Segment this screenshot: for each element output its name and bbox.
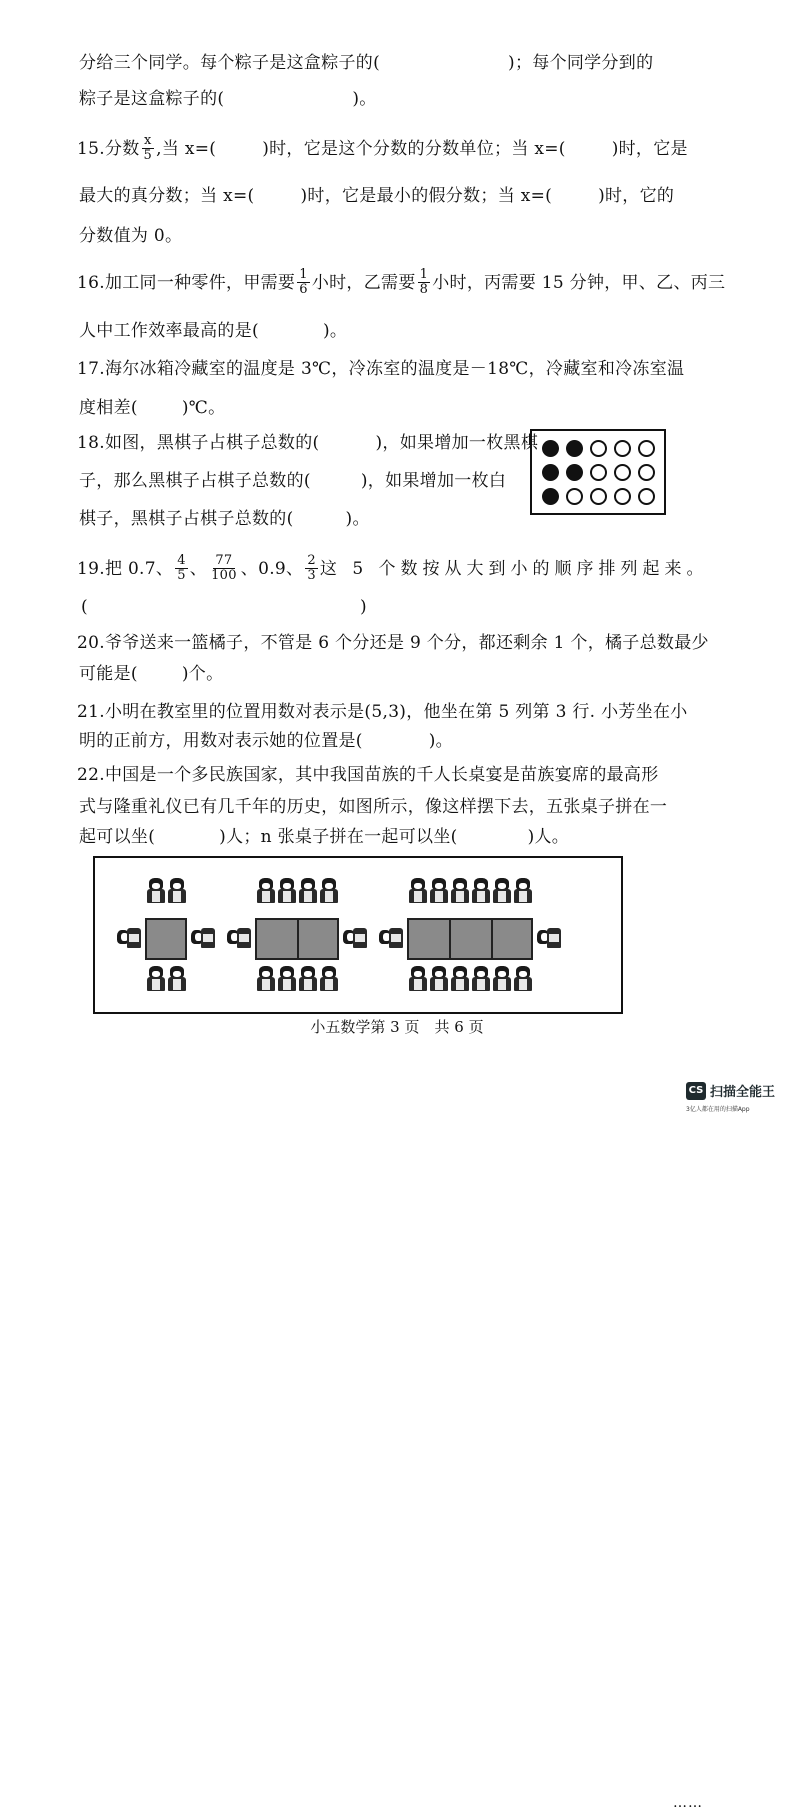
- table-joint: [491, 920, 493, 958]
- diner-figure: [318, 966, 340, 992]
- diner-figure: [537, 926, 559, 952]
- q17-text: 度相差(: [79, 398, 138, 418]
- q19-text: 、: [189, 559, 208, 579]
- banquet-table: [145, 918, 187, 960]
- q19-text: 把 0.7、: [104, 559, 174, 579]
- camscanner-tagline: 3亿人都在用的扫描App: [686, 1106, 750, 1113]
- diner-figure: [191, 926, 213, 952]
- question-number: 17.: [77, 359, 105, 379]
- fraction-numerator: 1: [299, 267, 308, 282]
- fraction-77-100: [209, 554, 239, 583]
- q18-text: 棋子，黑棋子占棋子总数的(: [79, 509, 294, 529]
- diner-figure: [491, 878, 513, 904]
- diner-figure: [276, 966, 298, 992]
- q16-line1: [77, 268, 725, 298]
- q19-line2: [81, 597, 367, 617]
- black-stone: [566, 440, 583, 457]
- banquet-table: [255, 918, 339, 960]
- q19-text: 这 5 个数按从大到小的顺序排列起来。: [319, 559, 709, 579]
- fraction-denominator: 6: [299, 282, 308, 297]
- q16-text: 小时，丙需要 15 分钟，甲、乙、丙三: [432, 273, 726, 293]
- diner-figure: [491, 966, 513, 992]
- diner-figure: [428, 878, 450, 904]
- q20-text: 可能是(: [79, 664, 138, 684]
- q22-line3: [79, 822, 569, 847]
- fraction-numerator: x: [144, 133, 152, 148]
- white-stone: [590, 440, 607, 457]
- q18-text: )，如果增加一枚白: [360, 471, 507, 491]
- white-stone: [614, 440, 631, 457]
- diner-figure: [297, 966, 319, 992]
- q22-line2: [79, 792, 667, 817]
- q14-text: 粽子是这盒粽子的(: [79, 89, 225, 109]
- fraction-denominator: 3: [307, 568, 316, 583]
- question-number: 16.: [77, 273, 105, 293]
- q15-text: )时，它是这个分数的分数单位；当 x=(: [262, 139, 566, 159]
- white-stone: [590, 488, 607, 505]
- q21-text: )。: [428, 731, 453, 751]
- q19-text: 、0.9、: [240, 559, 304, 579]
- q15-line3: [79, 221, 182, 246]
- diner-figure: [276, 878, 298, 904]
- white-stone: [590, 464, 607, 481]
- q18-text: )。: [345, 509, 370, 529]
- q19-line1: [77, 554, 709, 584]
- fraction-denominator: 5: [177, 568, 186, 583]
- table-joint: [297, 920, 299, 958]
- q14-text: )。: [352, 89, 377, 109]
- diner-figure: [512, 966, 534, 992]
- continuation-dots: ……: [673, 1795, 703, 1811]
- q16-text: 人中工作效率最高的是(: [79, 321, 259, 341]
- black-stone: [542, 440, 559, 457]
- diner-figure: [428, 966, 450, 992]
- diner-figure: [470, 878, 492, 904]
- diner-figure: [255, 878, 277, 904]
- white-stone: [566, 488, 583, 505]
- diner-figure: [166, 966, 188, 992]
- q19-text: (: [81, 597, 88, 617]
- diner-figure: [512, 878, 534, 904]
- fraction-2-3: [305, 554, 318, 583]
- fraction-1-6: [297, 268, 310, 297]
- camscanner-brand-name: 扫描全能王: [710, 1085, 776, 1100]
- white-stone: [638, 488, 655, 505]
- diner-figure: [145, 878, 167, 904]
- q20-line2: [79, 659, 223, 684]
- q18-line2: [79, 466, 506, 491]
- q18-text: 子，那么黑棋子占棋子总数的(: [79, 471, 311, 491]
- q15-line1: [77, 134, 688, 164]
- diner-figure: [318, 878, 340, 904]
- q14-line2: [79, 84, 377, 109]
- q22-text: 起可以坐(: [79, 827, 156, 847]
- fraction-numerator: 1: [419, 267, 429, 282]
- fraction-denominator: 5: [143, 148, 153, 163]
- q15-text: ,当 x=(: [156, 139, 217, 159]
- q22-line1: [77, 760, 659, 785]
- fraction-1-8: [418, 268, 431, 297]
- diner-figure: [343, 926, 365, 952]
- diner-figure: [145, 966, 167, 992]
- black-stone: [542, 488, 559, 505]
- page-footer: 小五数学第 3 页 共 6 页: [310, 1018, 484, 1036]
- diner-figure: [379, 926, 401, 952]
- q17-text: 海尔冰箱冷藏室的温度是 3℃，冷冻室的温度是－18℃，冷藏室和冷冻室温: [104, 359, 685, 379]
- q17-line1: [77, 354, 684, 379]
- q15-text: )时，它是: [611, 139, 688, 159]
- chess-board-figure: [530, 429, 666, 515]
- q18-line3: [79, 504, 370, 529]
- fraction-4-5: [175, 554, 188, 583]
- q20-text: 爷爷送来一篮橘子，不管是 6 个分还是 9 个分，都还剩余 1 个，橘子总数最少: [104, 633, 709, 653]
- question-number: 20.: [77, 633, 105, 653]
- camscanner-logo-icon: CS: [686, 1082, 706, 1100]
- diner-figure: [407, 878, 429, 904]
- table-joint: [449, 920, 451, 958]
- banquet-table: [407, 918, 533, 960]
- fraction-denominator: 100: [211, 568, 237, 583]
- black-stone: [566, 464, 583, 481]
- question-number: 19.: [77, 559, 105, 579]
- q14-line1: [79, 48, 653, 73]
- q22-text: 式与隆重礼仪已有几千年的历史，如图所示，像这样摆下去，五张桌子拼在一: [79, 797, 668, 817]
- diner-figure: [166, 878, 188, 904]
- q21-text: 小明在教室里的位置用数对表示是(5,3)，他坐在第 5 列第 3 行. 小芳坐在小: [104, 702, 688, 722]
- q15-text: 分数值为 0。: [79, 226, 183, 246]
- white-stone: [638, 440, 655, 457]
- q22-text: )人。: [527, 827, 570, 847]
- q16-line2: [79, 316, 347, 341]
- question-number: 22.: [77, 765, 105, 785]
- q19-text: ): [359, 597, 367, 617]
- fraction-x-over-5: [142, 134, 155, 163]
- q17-text: )℃。: [181, 398, 226, 418]
- q17-line2: [79, 393, 225, 418]
- q15-text: 分数: [104, 139, 140, 159]
- fraction-numerator: 4: [177, 553, 186, 568]
- black-stone: [542, 464, 559, 481]
- question-number: 18.: [77, 433, 105, 453]
- q16-text: 小时，乙需要: [311, 273, 416, 293]
- diner-figure: [117, 926, 139, 952]
- q20-text: )个。: [181, 664, 224, 684]
- white-stone: [614, 464, 631, 481]
- question-number: 15.: [77, 139, 105, 159]
- white-stone: [614, 488, 631, 505]
- q22-text: )人；n 张桌子拼在一起可以坐(: [219, 827, 458, 847]
- q15-text: )时，它是最小的假分数；当 x=(: [300, 186, 553, 206]
- q16-text: )。: [322, 321, 348, 341]
- q18-line1: [77, 428, 538, 453]
- diner-figure: [470, 966, 492, 992]
- q21-line1: [77, 697, 688, 722]
- q22-text: 中国是一个多民族国家，其中我国苗族的千人长桌宴是苗族宴席的最高形: [104, 765, 659, 785]
- diner-figure: [449, 878, 471, 904]
- fraction-numerator: 77: [215, 553, 233, 568]
- q18-text: 如图，黑棋子占棋子总数的(: [104, 433, 320, 453]
- diner-figure: [407, 966, 429, 992]
- diner-figure: [297, 878, 319, 904]
- q20-line1: [77, 628, 709, 653]
- q16-text: 加工同一种零件，甲需要: [104, 273, 296, 293]
- q15-text: 最大的真分数；当 x=(: [79, 186, 255, 206]
- q15-text: )时，它的: [598, 186, 675, 206]
- q18-text: )，如果增加一枚黑棋: [375, 433, 539, 453]
- q14-text: 分给三个同学。每个粽子是这盒粽子的(: [79, 53, 381, 73]
- q21-text: 明的正前方，用数对表示她的位置是(: [79, 731, 363, 751]
- diner-figure: [449, 966, 471, 992]
- q14-text: )；每个同学分到的: [508, 53, 654, 73]
- q21-line2: [79, 726, 453, 751]
- q15-line2: [79, 181, 674, 206]
- fraction-numerator: 2: [307, 553, 316, 568]
- white-stone: [638, 464, 655, 481]
- diner-figure: [227, 926, 249, 952]
- diner-figure: [255, 966, 277, 992]
- fraction-denominator: 8: [419, 282, 429, 297]
- question-number: 21.: [77, 702, 105, 722]
